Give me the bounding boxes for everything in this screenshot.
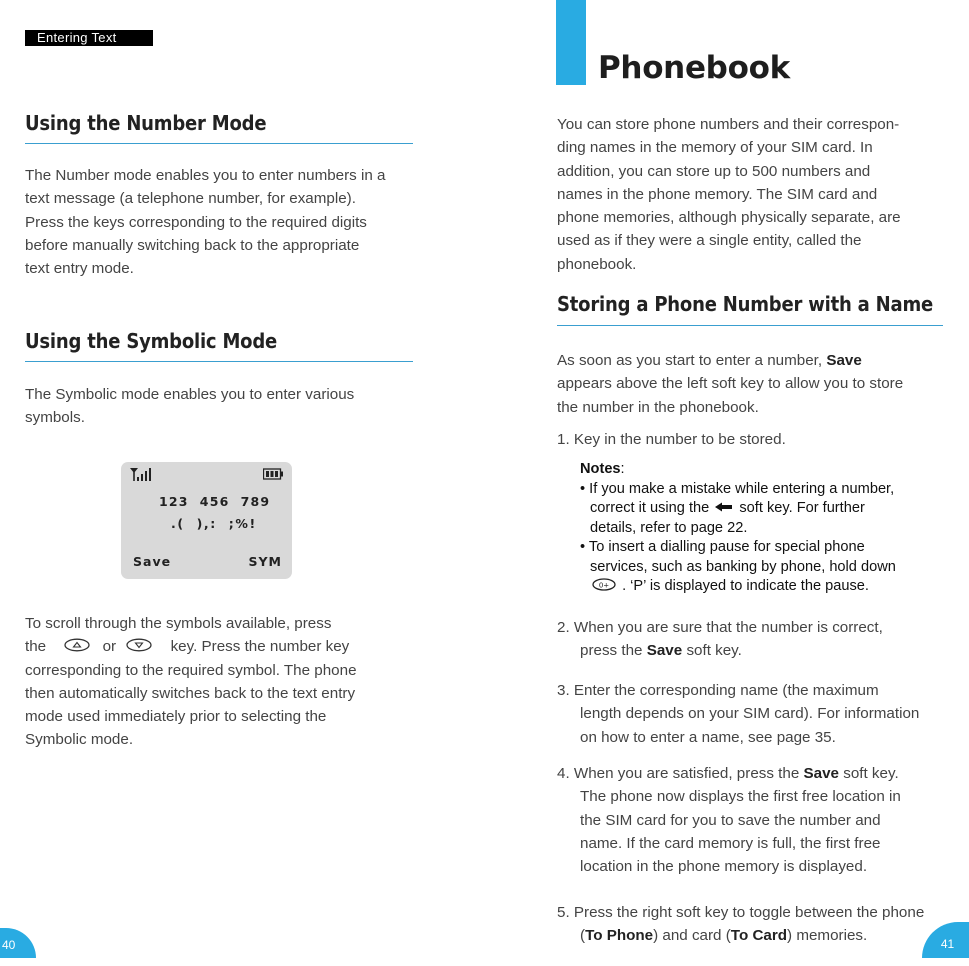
display-left-softkey: Save — [133, 554, 172, 569]
display-right-softkey: SYM — [248, 554, 282, 569]
storing-heading: Storing a Phone Number with a Name — [557, 292, 934, 316]
svg-text:0+: 0+ — [598, 581, 610, 590]
page-title: Phonebook — [598, 50, 790, 86]
symbolic-mode-rule — [25, 361, 413, 362]
display-screen — [131, 488, 283, 573]
title-accent-bar — [556, 0, 586, 85]
number-mode-heading: Using the Number Mode — [25, 111, 267, 135]
number-mode-body: The Number mode enables you to enter numbers in a text message (a telephone number, for example). Press the keys corresponding to the required digits before manually switching back to the appropriate text entry mode. — [25, 167, 386, 278]
battery-icon — [263, 468, 283, 480]
step-5: 5. Press the right soft key to toggle between the phone (To Phone) and card (To Card) memories. — [557, 904, 925, 945]
symbolic-mode-heading: Using the Symbolic Mode — [25, 329, 278, 353]
scroll-body: To scroll through the symbols available, press the or key. Press the number key corresponding to the required symbol. The phone then automatically switches back to the text entry mode used immediately prior to selecting the Symbolic mode. — [25, 615, 357, 749]
signal-icon — [130, 467, 158, 483]
zero-key-icon — [592, 578, 616, 591]
up-key-icon — [64, 638, 90, 652]
page-number-left: 40 — [0, 928, 36, 958]
step-1: 1. Key in the number to be stored. — [557, 431, 786, 448]
page-number-right: 41 — [922, 922, 969, 958]
step-2: 2. When you are sure that the number is correct, press the Save soft key. — [557, 619, 883, 660]
symbolic-mode-body: The Symbolic mode enables you to enter various symbols. — [25, 386, 355, 427]
number-mode-rule — [25, 143, 413, 144]
display-symbols: .( ),: ;%! — [171, 516, 257, 531]
down-key-icon — [126, 638, 152, 652]
storing-rule — [557, 325, 943, 326]
back-arrow-icon — [715, 502, 733, 512]
section-tag: Entering Text — [25, 30, 153, 46]
notes-block: Notes: • If you make a mistake while entering a number, correct it using the soft key. For further details, refer to page 22. • To insert a dialling pause for special phone services, such as banking by phone, hold down 0+ . ‘P’ is displayed to indicate the pause. — [580, 461, 896, 594]
intro-body: You can store phone numbers and their correspon- ding names in the memory of your SIM card. In addition, you can store up to 500 numbers and names in the phone memory. The SIM card and phone memories, although physically separate, are used as if they were a single entity, called the phonebook. — [557, 116, 901, 273]
display-digits: 123 456 789 — [159, 494, 271, 509]
step-4: 4. When you are satisfied, press the Save soft key. The phone now displays the first free location in the SIM card for you to save the number and name. If the card memory is full, the first free location in the phone memory is displayed. — [557, 765, 901, 876]
storing-intro: As soon as you start to enter a number, Save appears above the left soft key to allow you to store the number in the phonebook. — [557, 352, 904, 416]
step-3: 3. Enter the corresponding name (the maximum length depends on your SIM card). For information on how to enter a name, see page 35. — [557, 682, 920, 746]
